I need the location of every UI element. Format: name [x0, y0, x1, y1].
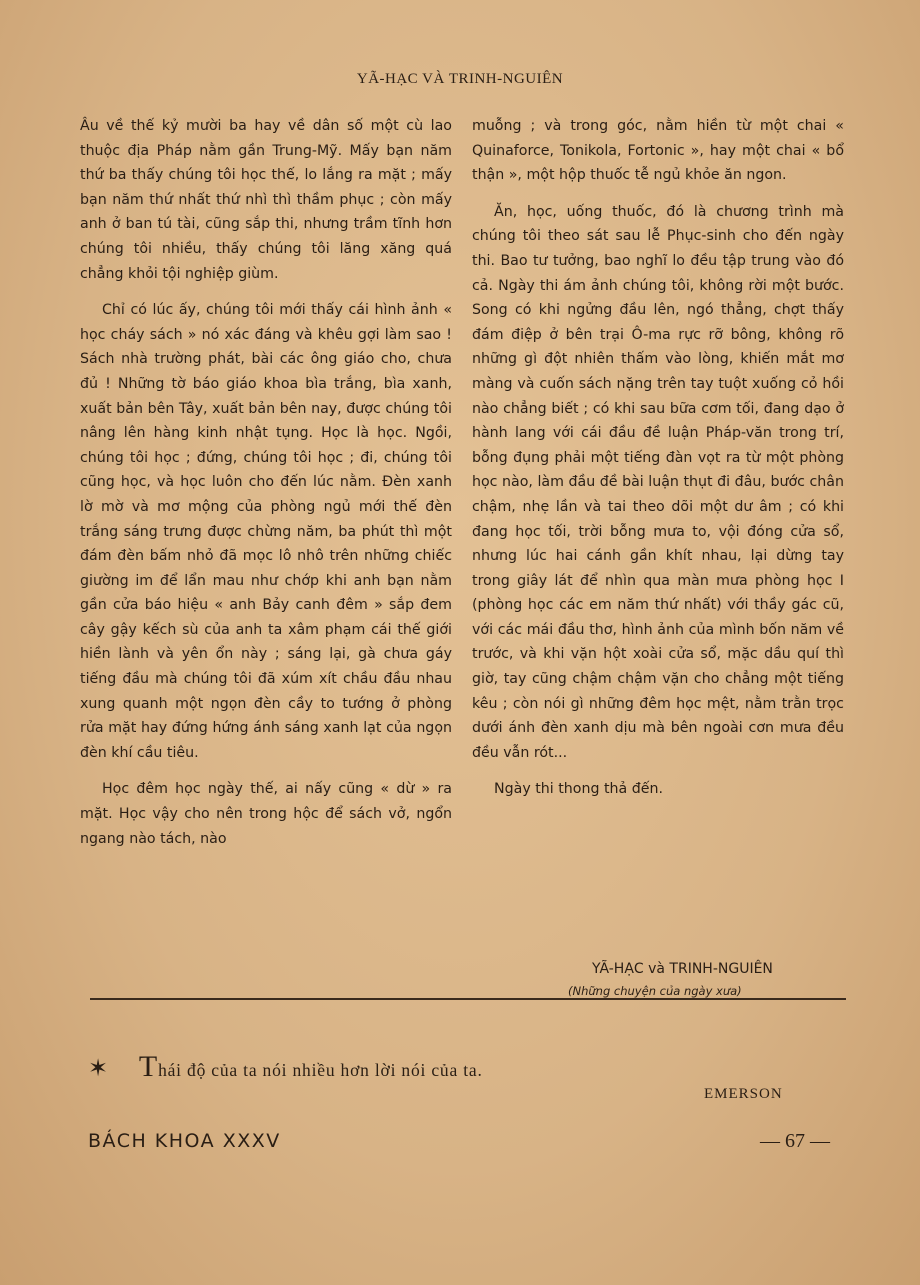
quote-text: hái độ của ta nói nhiều hơn lời nói của ta. [158, 1060, 483, 1080]
star-icon: ✶ [88, 1056, 109, 1082]
article-signature [568, 958, 773, 1002]
quote-author: EMERSON [704, 1086, 783, 1102]
right-column [472, 114, 844, 802]
paragraph: Ngày thi thong thả đến. [494, 781, 663, 798]
divider [90, 998, 846, 1000]
paragraph: muỗng ; và trong góc, nằm hiền từ một chai « Quinaforce, Tonikola, Fortonic », hay một chai « bổ thận », một hộp thuốc tễ ngủ khỏe ăn ngon. [472, 118, 844, 184]
running-title: YÃ-HẠC VÀ TRINH-NGUIÊN [356, 71, 564, 87]
page-number: — 67 — [760, 1130, 830, 1152]
paragraph: Ăn, học, uống thuốc, đó là chương trình mà chúng tôi theo sát sau lễ Phục-sinh cho đến ngày thi. Bao tư tưởng, bao nghĩ lo đều tập trung vào đó cả. Ngày thi ám ảnh chúng tôi, không rời một bước. Song có khi ngửng đầu lên, ngó thẳng, chợt thấy đám điệp ở bên trại Ô-ma rực rỡ bông, không rõ những gì đột nhiên thấm vào lòng, khiến mắt mơ màng và cuốn sách nặng trên tay tuột xuống cỏ hồi nào chẳng biết ; có khi sau bữa cơm tối, đang dạo ở hành lang với cái đầu đề luận Pháp-văn trong trí, bỗng đụng phải một tiếng đàn vọt ra từ một phòng học nào, làm đầu đề bài luận thụt đi đâu, bước chân chậm, nhẹ lần và tai theo dõi một dư âm ; có khi đang học tối, trời bỗng mưa to, vội đóng cửa sổ, nhưng lúc hai cánh gần khít nhau, lại dừng tay trong giây lát để nhìn qua màn mưa phòng học I (phòng học các em năm thứ nhất) với thầy gác cũ, với các mái đầu thơ, hình ảnh của mình bốn năm về trước, và khi vặn hột xoài cửa sổ, mặc dầu quí thì giờ, tay cũng chậm chậm vặn cho chẳng một tiếng kêu ; còn nói gì những đêm học mệt, nằm trằn trọc dưới ánh đèn xanh dịu mà bên ngoài cơn mưa đều đều vẫn rót... [472, 203, 844, 761]
left-column [80, 114, 452, 851]
signature-authors: YÃ-HẠC và TRINH-NGUIÊN [592, 961, 773, 977]
paragraph: Học đêm học ngày thế, ai nấy cũng « dừ » ra mặt. Học vậy cho nên trong hộc để sách vở, ngổn ngang nào tách, nào [80, 781, 452, 847]
paragraph: Chỉ có lúc ấy, chúng tôi mới thấy cái hình ảnh « học cháy sách » nó xác đáng và khêu gợi làm sao ! Sách nhà trường phát, bài các ông giáo cho, chưa đủ ! Những tờ báo giáo khoa bìa trắng, bìa xanh, xuất bản bên Tây, xuất bản bên nay, được chúng tôi nâng lên hàng kinh nhật tụng. Học là học. Ngồi, chúng tôi học ; đứng, chúng tôi học ; đi, chúng tôi cũng học, và học luôn cho đến lúc nằm. Đèn xanh lờ mờ và mơ mộng của phòng ngủ mới thế đèn trắng sáng trưng được chừng năm, ba phút thì một đám đèn bấm nhỏ đã mọc lô nhô trên những chiếc giường im để lẩn mau như chớp khi anh bạn nằm gần cửa báo hiệu « anh Bảy canh đêm » sắp đem cây gậy kếch sù của anh ta xâm phạm cái thế giới hiền lành và yên ổn này ; sáng lại, gà chưa gáy tiếng đầu mà chúng tôi đã xúm xít chầu đầu nhau xung quanh một ngọn đèn cầy to tướng ở phòng rửa mặt hay đứng hứng ánh sáng xanh lạt của ngọn đèn khí cầu tiêu. [80, 302, 452, 761]
quote-initial: T [138, 1050, 159, 1083]
quote [88, 1050, 483, 1084]
publication-title: BÁCH KHOA XXXV [88, 1130, 281, 1152]
signature-source: (Những chuyện của ngày xưa) [568, 984, 742, 998]
paragraph: Âu về thế kỷ mười ba hay về dân số một cù lao thuộc địa Pháp nằm gần Trung-Mỹ. Mấy bạn năm thứ ba thấy chúng tôi học thế, lo lắng ra mặt ; mấy bạn năm thứ nhất thứ nhì thì thầm phục ; còn mấy anh ở ban tú tài, cũng sắp thi, nhưng trầm tĩnh hơn chúng tôi nhiều, thấy chúng tôi lăng xăng quá chẳng khỏi tội nghiệp giùm. [80, 118, 452, 282]
